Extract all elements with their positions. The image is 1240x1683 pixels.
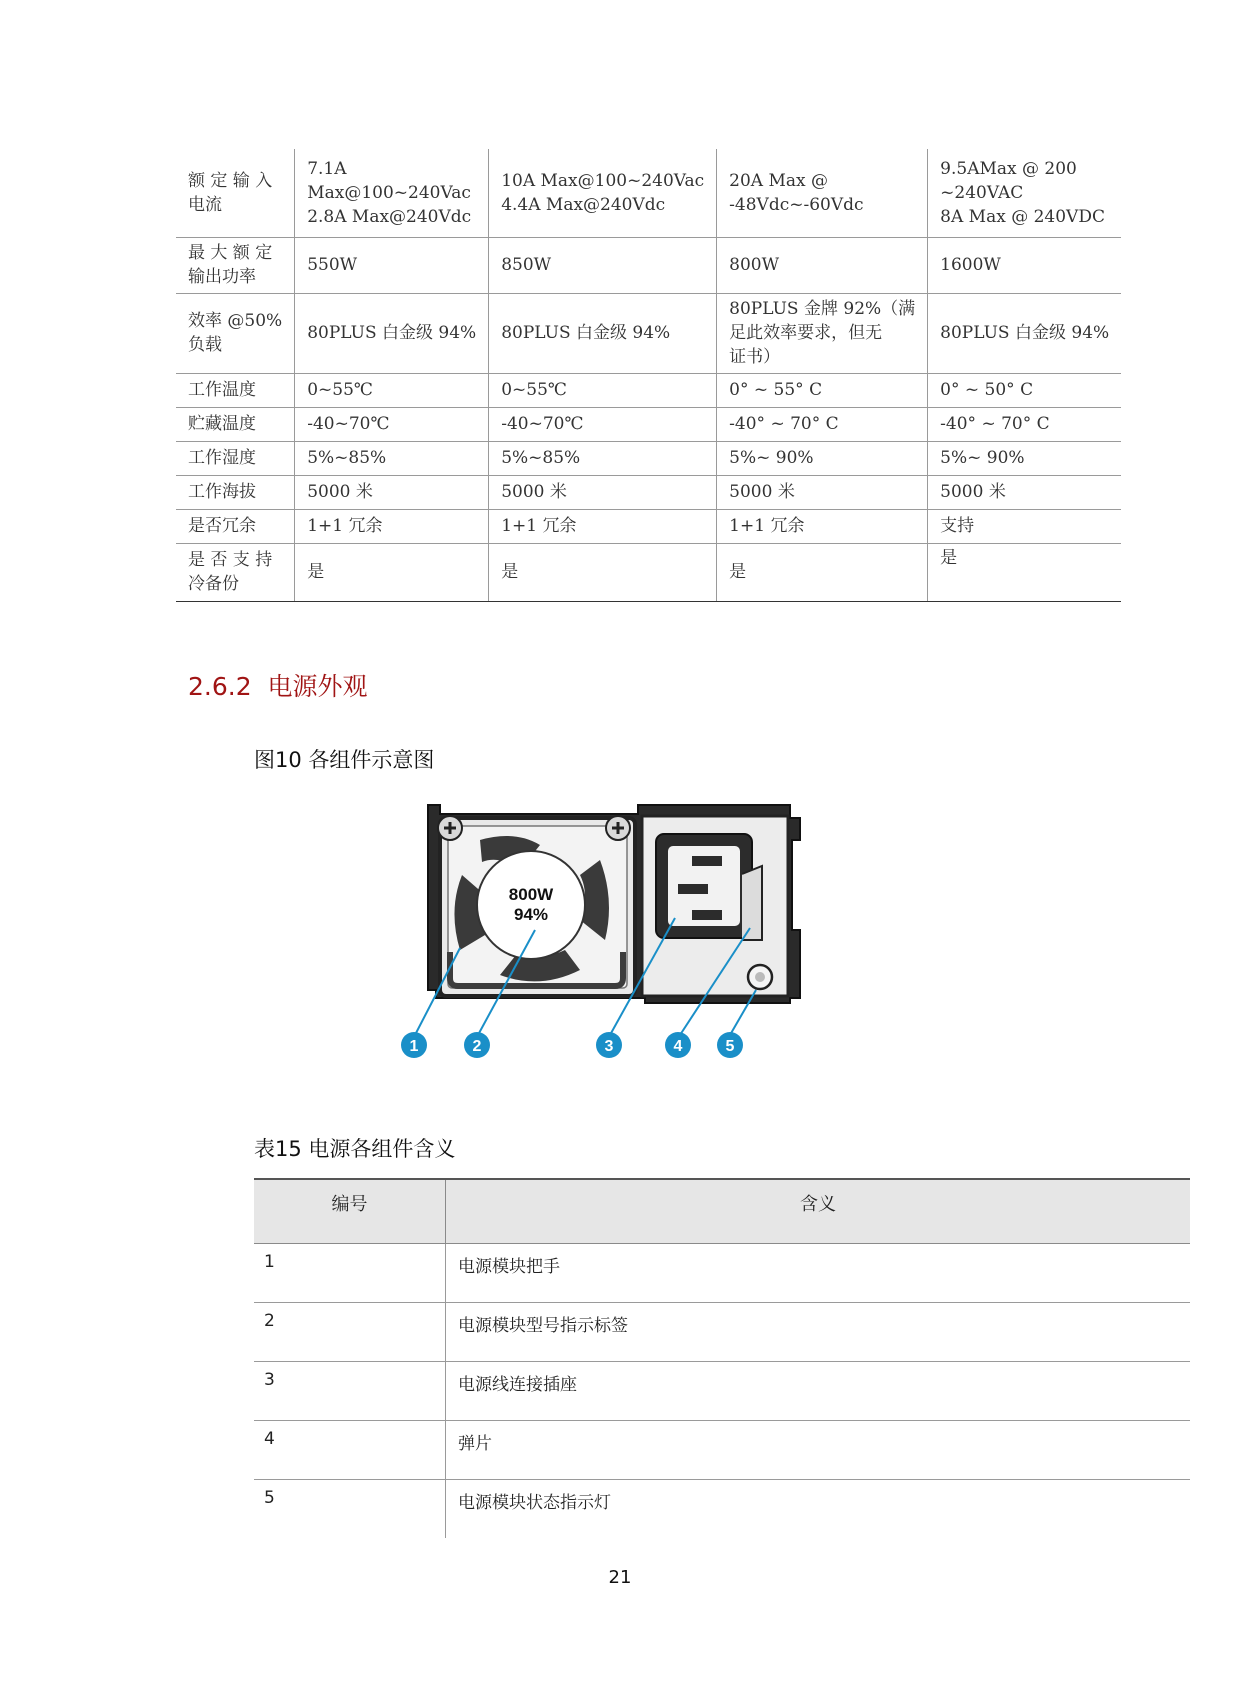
spec-cell bbox=[717, 293, 928, 373]
spec-cell-line: 9.5AMax @ 200 bbox=[940, 158, 1077, 179]
spec-cell-line: 5%~85% bbox=[307, 448, 387, 468]
spec-cell-line: 5%~85% bbox=[501, 448, 581, 468]
spec-cell-line: 8A Max @ 240VDC bbox=[940, 206, 1105, 227]
spec-cell bbox=[489, 293, 717, 373]
spec-table bbox=[176, 149, 1121, 602]
spec-cell bbox=[928, 293, 1122, 373]
spec-row bbox=[176, 149, 1121, 237]
spec-cell-line: Max@100~240Vac bbox=[307, 182, 471, 203]
spec-cell-line: 20A Max @ bbox=[729, 170, 829, 191]
spec-label-line: 贮藏温度 bbox=[188, 414, 256, 434]
component-table bbox=[254, 1178, 1190, 1538]
component-meaning: 电源模块状态指示灯 bbox=[446, 1480, 1191, 1539]
spec-row-label bbox=[176, 373, 295, 407]
spec-label-line: 工作温度 bbox=[188, 380, 256, 400]
spec-row bbox=[176, 407, 1121, 441]
spec-cell bbox=[295, 475, 489, 509]
spec-cell-line: 0° ~ 55° C bbox=[729, 380, 823, 400]
table-row bbox=[254, 1480, 1190, 1539]
spec-cell bbox=[489, 509, 717, 543]
spec-label-line: 工作湿度 bbox=[188, 448, 256, 468]
spec-cell-line: 1+1 冗余 bbox=[501, 516, 577, 536]
spec-cell bbox=[928, 373, 1122, 407]
spec-row bbox=[176, 373, 1121, 407]
spec-cell-line: 80PLUS 白金级 94% bbox=[501, 323, 671, 343]
spec-cell-line: 证书） bbox=[729, 347, 781, 367]
spec-cell bbox=[928, 543, 1122, 601]
spec-cell-line: 1+1 冗余 bbox=[729, 516, 805, 536]
spec-cell-line: 5000 米 bbox=[940, 482, 1006, 502]
spec-cell bbox=[928, 509, 1122, 543]
component-id: 3 bbox=[254, 1362, 446, 1421]
spec-cell bbox=[489, 441, 717, 475]
spec-row bbox=[176, 441, 1121, 475]
fan-label-efficiency: 94% bbox=[513, 905, 549, 924]
spec-cell-line: 1600W bbox=[940, 255, 1001, 275]
spec-cell bbox=[928, 407, 1122, 441]
spec-cell bbox=[295, 237, 489, 293]
spec-label-line: 负载 bbox=[188, 335, 222, 355]
svg-text:2: 2 bbox=[472, 1038, 482, 1055]
svg-text:4: 4 bbox=[673, 1038, 683, 1055]
spec-cell-line: 850W bbox=[501, 255, 552, 275]
callout-2-marker bbox=[464, 1032, 490, 1058]
spec-row-label bbox=[176, 441, 295, 475]
spec-cell-line: 80PLUS 白金级 94% bbox=[940, 323, 1110, 343]
spec-cell bbox=[717, 237, 928, 293]
column-header-id: 编号 bbox=[254, 1179, 446, 1244]
spec-cell-line: 0~55℃ bbox=[501, 380, 567, 400]
svg-text:5: 5 bbox=[725, 1038, 735, 1055]
spec-cell bbox=[717, 149, 928, 237]
spec-cell bbox=[489, 373, 717, 407]
svg-text:3: 3 bbox=[604, 1038, 614, 1055]
spec-row-label bbox=[176, 509, 295, 543]
svg-text:1: 1 bbox=[409, 1038, 419, 1055]
spec-cell bbox=[489, 149, 717, 237]
spec-cell-line: -48Vdc~-60Vdc bbox=[729, 194, 864, 215]
section-heading bbox=[188, 667, 368, 703]
section-title: 电源外观 bbox=[267, 672, 368, 701]
spec-cell bbox=[928, 149, 1122, 237]
spec-row-label bbox=[176, 149, 295, 237]
spec-cell-line: -40° ~ 70° C bbox=[729, 414, 839, 434]
spec-cell-line: 4.4A Max@240Vdc bbox=[501, 194, 666, 215]
component-id: 2 bbox=[254, 1303, 446, 1362]
spec-cell-line: 80PLUS 白金级 94% bbox=[307, 323, 477, 343]
spring-clip bbox=[742, 866, 762, 940]
spec-cell-line: 800W bbox=[729, 255, 780, 275]
spec-cell-line: 5%~ 90% bbox=[729, 448, 814, 468]
spec-row bbox=[176, 475, 1121, 509]
spec-cell bbox=[295, 293, 489, 373]
spec-cell bbox=[717, 441, 928, 475]
component-table-header-row bbox=[254, 1179, 1190, 1244]
spec-cell-line: 80PLUS 金牌 92%（满 bbox=[729, 299, 916, 319]
spec-cell-line: 5%~ 90% bbox=[940, 448, 1025, 468]
spec-label-line: 电流 bbox=[188, 194, 222, 215]
spec-cell bbox=[928, 237, 1122, 293]
spec-row-label bbox=[176, 543, 295, 601]
spec-cell-line: 7.1A bbox=[307, 158, 347, 179]
spec-cell bbox=[489, 475, 717, 509]
page-number: 21 bbox=[608, 1567, 632, 1588]
table-row bbox=[254, 1421, 1190, 1480]
spec-row-label bbox=[176, 475, 295, 509]
table-caption: 表15 电源各组件含义 bbox=[254, 1137, 456, 1161]
spec-cell-line: 5000 米 bbox=[501, 482, 567, 502]
component-meaning: 电源模块把手 bbox=[446, 1244, 1191, 1303]
table-row bbox=[254, 1244, 1190, 1303]
spec-cell-line: 是 bbox=[940, 547, 958, 568]
spec-row-label bbox=[176, 293, 295, 373]
spec-cell-line: -40~70℃ bbox=[501, 414, 584, 434]
spec-cell bbox=[717, 509, 928, 543]
spec-row-label bbox=[176, 237, 295, 293]
spec-cell-line: 2.8A Max@240Vdc bbox=[307, 206, 472, 227]
spec-cell bbox=[295, 543, 489, 601]
spec-cell bbox=[295, 509, 489, 543]
spec-cell bbox=[717, 543, 928, 601]
spec-label-line: 冷备份 bbox=[188, 574, 239, 594]
spec-cell-line: -40° ~ 70° C bbox=[940, 414, 1050, 434]
spec-cell bbox=[489, 237, 717, 293]
spec-cell bbox=[717, 373, 928, 407]
spec-cell bbox=[489, 407, 717, 441]
spec-label-line: 效率 @50% bbox=[188, 311, 283, 331]
callout-5-marker bbox=[717, 1032, 743, 1058]
spec-cell-line: 550W bbox=[307, 255, 358, 275]
spec-table-body bbox=[176, 149, 1121, 601]
spec-cell-line: -40~70℃ bbox=[307, 414, 390, 434]
spec-row bbox=[176, 543, 1121, 601]
spec-cell bbox=[928, 475, 1122, 509]
spec-cell bbox=[928, 441, 1122, 475]
fan-label-power: 800W bbox=[508, 885, 554, 904]
spec-row-label bbox=[176, 407, 295, 441]
spec-cell-line: 5000 米 bbox=[729, 482, 795, 502]
spec-row bbox=[176, 293, 1121, 373]
spec-row bbox=[176, 509, 1121, 543]
spec-cell-line: 0~55℃ bbox=[307, 380, 373, 400]
spec-cell bbox=[295, 407, 489, 441]
component-meaning: 弹片 bbox=[446, 1421, 1191, 1480]
spec-label-line: 是否冗余 bbox=[188, 516, 256, 536]
spec-cell-line: 足此效率要求，但无 bbox=[729, 323, 883, 343]
spec-cell-line: 是 bbox=[501, 562, 519, 582]
column-header-meaning: 含义 bbox=[446, 1179, 1191, 1244]
spec-label-line: 工作海拔 bbox=[188, 482, 256, 502]
spec-cell-line: 10A Max@100~240Vac bbox=[501, 170, 705, 191]
component-meaning: 电源模块型号指示标签 bbox=[446, 1303, 1191, 1362]
spec-row bbox=[176, 237, 1121, 293]
screw-icon bbox=[606, 816, 630, 840]
spec-cell bbox=[295, 441, 489, 475]
spec-label-line: 输出功率 bbox=[188, 267, 256, 287]
spec-cell-line: 支持 bbox=[940, 516, 975, 536]
spec-cell bbox=[717, 407, 928, 441]
screw-icon bbox=[438, 816, 462, 840]
spec-cell-line: 是 bbox=[307, 562, 325, 582]
callout-3-marker bbox=[596, 1032, 622, 1058]
spec-label-line: 额 定 输 入 bbox=[188, 170, 273, 191]
spec-cell bbox=[295, 373, 489, 407]
spec-cell bbox=[295, 149, 489, 237]
spec-cell-line: 1+1 冗余 bbox=[307, 516, 383, 536]
component-meaning: 电源线连接插座 bbox=[446, 1362, 1191, 1421]
component-id: 5 bbox=[264, 1488, 275, 1508]
figure-caption: 图10 各组件示意图 bbox=[254, 748, 435, 772]
callout-1-marker bbox=[401, 1032, 427, 1058]
spec-cell bbox=[717, 475, 928, 509]
spec-label-line: 最 大 额 定 bbox=[188, 243, 273, 263]
table-row bbox=[254, 1303, 1190, 1362]
power-supply-figure bbox=[409, 800, 840, 1070]
spec-cell-line: 0° ~ 50° C bbox=[940, 380, 1034, 400]
table-row bbox=[254, 1362, 1190, 1421]
spec-cell-line: 是 bbox=[729, 562, 747, 582]
spec-label-line: 是 否 支 持 bbox=[188, 550, 273, 570]
spec-cell bbox=[489, 543, 717, 601]
component-id: 4 bbox=[254, 1421, 446, 1480]
spec-cell-line: ~240VAC bbox=[940, 182, 1024, 203]
callout-4-marker bbox=[665, 1032, 691, 1058]
component-id: 1 bbox=[254, 1244, 446, 1303]
spec-cell-line: 5000 米 bbox=[307, 482, 373, 502]
section-number: 2.6.2 bbox=[188, 672, 252, 701]
